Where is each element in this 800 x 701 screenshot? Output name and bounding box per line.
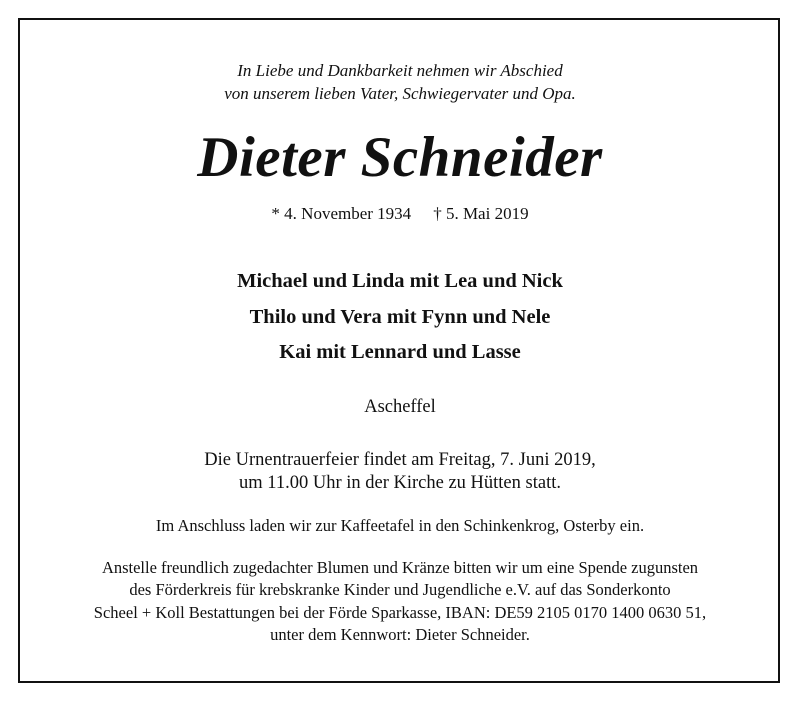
place-name: Ascheffel <box>364 397 436 417</box>
ceremony-line-2: um 11.00 Uhr in der Kirche zu Hütten statt. <box>239 473 561 493</box>
family-line-2: Thilo und Vera mit Fynn und Nele <box>249 306 551 328</box>
intro-line-2: von unserem lieben Vater, Schwiegervater und Opa. <box>224 84 576 103</box>
donation-line-3: Scheel + Koll Bestattungen bei der Förde Sparkasse, IBAN: DE59 2105 0170 1400 0630 51, <box>93 603 707 622</box>
donation-line-4: unter dem Kennwort: Dieter Schneider. <box>270 625 530 644</box>
family-line-3: Kai mit Lennard und Lasse <box>279 341 521 363</box>
ceremony-line-1: Die Urnentrauerfeier findet am Freitag, 7. Juni 2019, <box>204 450 596 470</box>
family-line-1: Michael und Linda mit Lea und Nick <box>237 270 563 292</box>
death-date: † 5. Mai 2019 <box>433 204 529 223</box>
birth-date: * 4. November 1934 <box>271 204 412 223</box>
life-dates <box>0 204 800 224</box>
deceased-name: Dieter Schneider <box>197 126 603 189</box>
donation-line-1: Anstelle freundlich zugedachter Blumen und Kränze bitten wir um eine Spende zugunsten <box>101 558 699 577</box>
donation-line-2: des Förderkreis für krebskranke Kinder und Jugendliche e.V. auf das Sonderkonto <box>129 580 671 599</box>
coffee-invitation: Im Anschluss laden wir zur Kaffeetafel in den Schinkenkrog, Osterby ein. <box>155 516 645 535</box>
intro-line-1: In Liebe und Dankbarkeit nehmen wir Abschied <box>237 61 563 80</box>
